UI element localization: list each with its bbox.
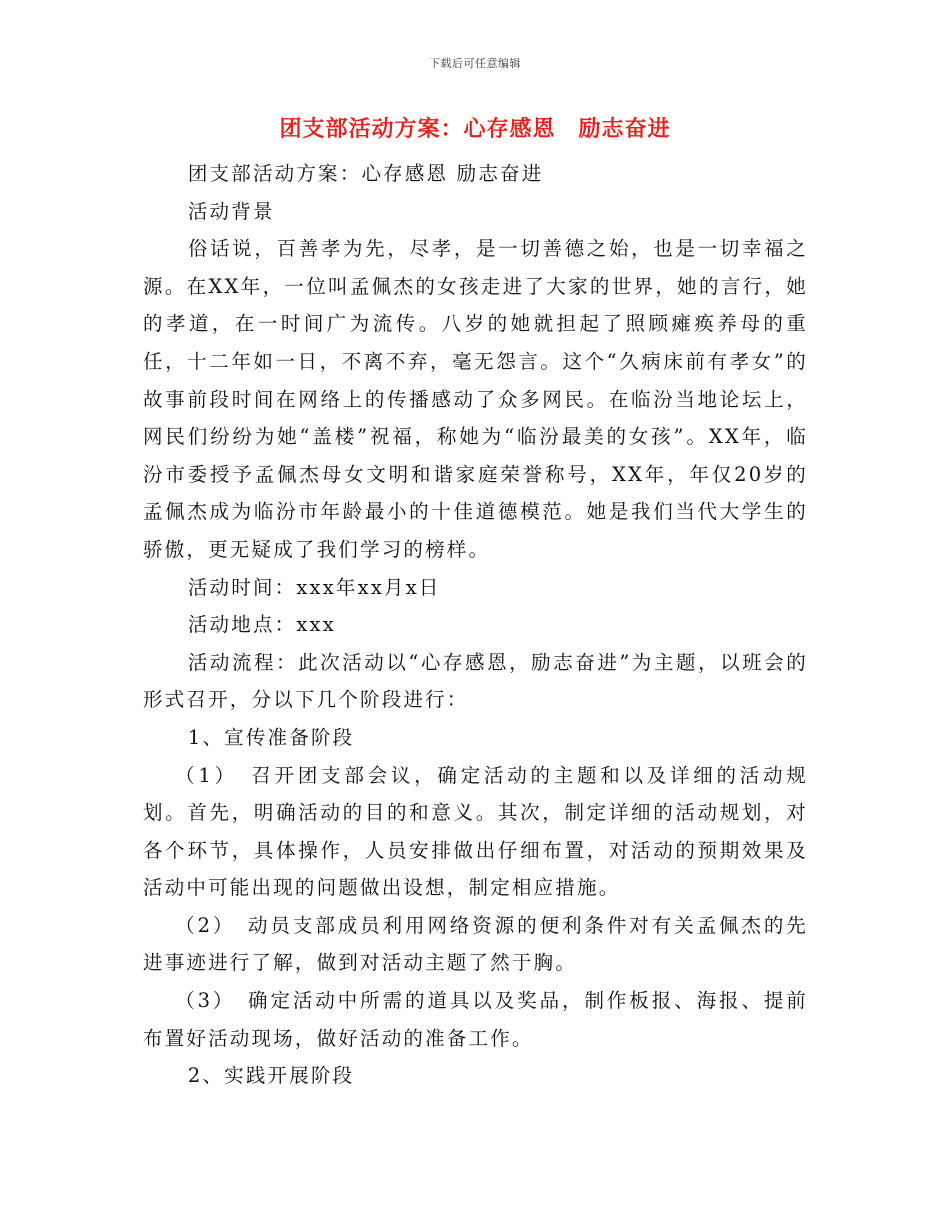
activity-time: 活动时间：xxx年xx月x日 xyxy=(187,575,441,599)
section-heading-background: 活动背景 xyxy=(187,199,275,223)
document-title: 团支部活动方案：心存感恩 励志奋进 xyxy=(279,116,671,142)
stage-1-item-3: （3） 确定活动中所需的道具以及奖品，制作板报、海报、提前布置好活动现场，做好活动的准备工作。 xyxy=(143,989,808,1050)
activity-process: 活动流程：此次活动以“心存感恩，励志奋进”为主题，以班会的形式召开，分以下几个阶段进行： xyxy=(143,650,808,712)
background-paragraph: 俗话说，百善孝为先，尽孝，是一切善德之始，也是一切幸福之源。在XX年，一位叫孟佩杰的女孩走进了大家的世界，她的言行，她的孝道，在一时间广为流传。八岁的她就担起了照顾瘫痪养母的重任，十二年如一日，不离不弃，毫无怨言。这个“久病床前有孝女”的故事前段时间在网络上的传播感动了众多网民。在临汾当地论坛上，网民们纷纷为她“盖楼”祝福，称她为“临汾最美的女孩”。XX年，临汾市委授予孟佩杰母女文明和谐家庭荣誉称号，XX年，年仅20岁的孟佩杰成为临汾市年龄最小的十佳道德模范。她是我们当代大学生的骄傲，更无疑成了我们学习的榜样。 xyxy=(143,237,808,561)
stage-1-item-1: （1） 召开团支部会议，确定活动的主题和以及详细的活动规划。首先，明确活动的目的和意义。其次，制定详细的活动规划，对各个环节，具体操作，人员安排做出仔细布置，对活动的预期效果及活动中可能出现的问题做出设想，制定相应措施。 xyxy=(143,763,808,900)
subtitle-paragraph: 团支部活动方案：心存感恩 励志奋进 xyxy=(187,162,544,185)
stage-1-item-2: （2） 动员支部成员利用网络资源的便利条件对有关孟佩杰的先进事迹进行了解，做到对活动主题了然于胸。 xyxy=(143,913,808,975)
header-note: 下载后可任意编辑 xyxy=(429,57,521,70)
document-body xyxy=(143,155,808,1095)
stage-1-heading: 1、宣传准备阶段 xyxy=(187,725,355,749)
activity-location: 活动地点：xxx xyxy=(187,613,336,637)
stage-2-heading: 2、实践开展阶段 xyxy=(187,1064,355,1088)
